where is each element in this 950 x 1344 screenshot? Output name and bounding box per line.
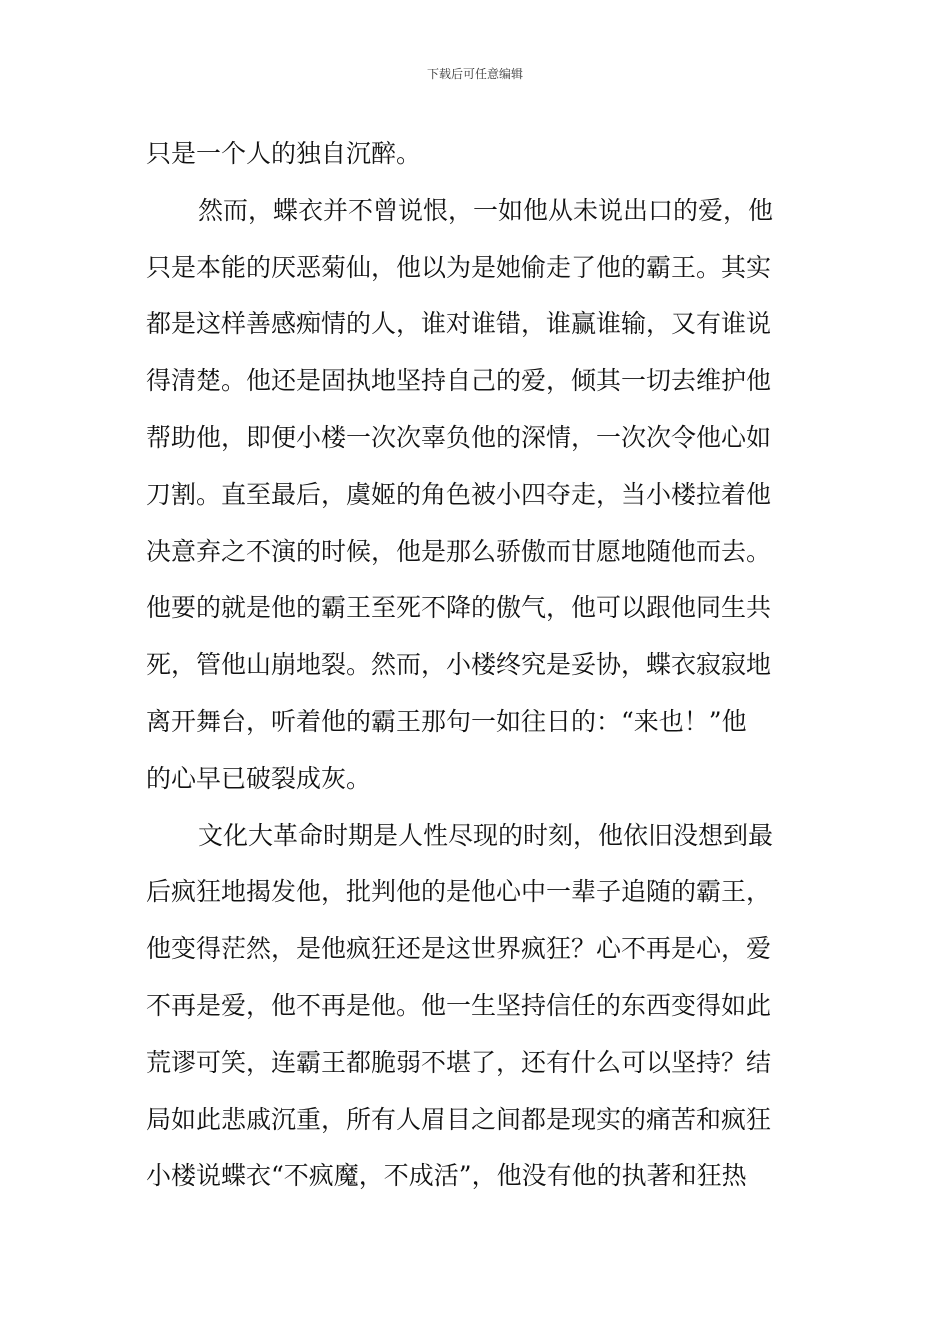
text-line: 后疯狂地揭发他，批判他的是他心中一辈子追随的霸王， [146,877,772,907]
text-line: 小楼说蝶衣“不疯魔，不成活”，他没有他的执著和狂热 [146,1161,747,1191]
text-line: 荒谬可笑，连霸王都脆弱不堪了，还有什么可以坚持？结 [146,1047,772,1077]
text-line: 离开舞台，听着他的霸王那句一如往日的：“来也！”他 [146,706,747,736]
text-line: 只是一个人的独自沉醉。 [146,139,422,168]
text-line: 都是这样善感痴情的人，谁对谁错，谁赢谁输，又有谁说 [146,309,772,339]
text-line: 文化大革命时期是人性尽现的时刻，他依旧没想到最 [198,820,774,850]
text-line: 得清楚。他还是固执地坚持自己的爱，倾其一切去维护他 [146,366,772,396]
text-line: 他变得茫然，是他疯狂还是这世界疯狂？心不再是心，爱 [146,934,772,964]
text-line: 不再是爱，他不再是他。他一生坚持信任的东西变得如此 [146,990,772,1020]
page-header: 下载后可任意编辑 [426,67,523,81]
text-line: 死，管他山崩地裂。然而，小楼终究是妥协，蝶衣寂寂地 [146,650,772,680]
text-line: 帮助他，即便小楼一次次辜负他的深情，一次次令他心如 [146,422,772,452]
text-line: 他要的就是他的霸王至死不降的傲气，他可以跟他同生共 [146,593,772,623]
text-line: 刀割。直至最后，虞姬的角色被小四夺走，当小楼拉着他 [146,479,772,509]
text-line: 的心早已破裂成灰。 [146,763,372,793]
text-line: 局如此悲戚沉重，所有人眉目之间都是现实的痛苦和疯狂 [146,1104,772,1134]
text-line: 然而，蝶衣并不曾说恨，一如他从未说出口的爱，他 [198,195,774,225]
body-text [146,130,816,1209]
text-line: 决意弃之不演的时候，他是那么骄傲而甘愿地随他而去。 [146,536,772,566]
text-line: 只是本能的厌恶菊仙，他以为是她偷走了他的霸王。其实 [146,252,772,282]
